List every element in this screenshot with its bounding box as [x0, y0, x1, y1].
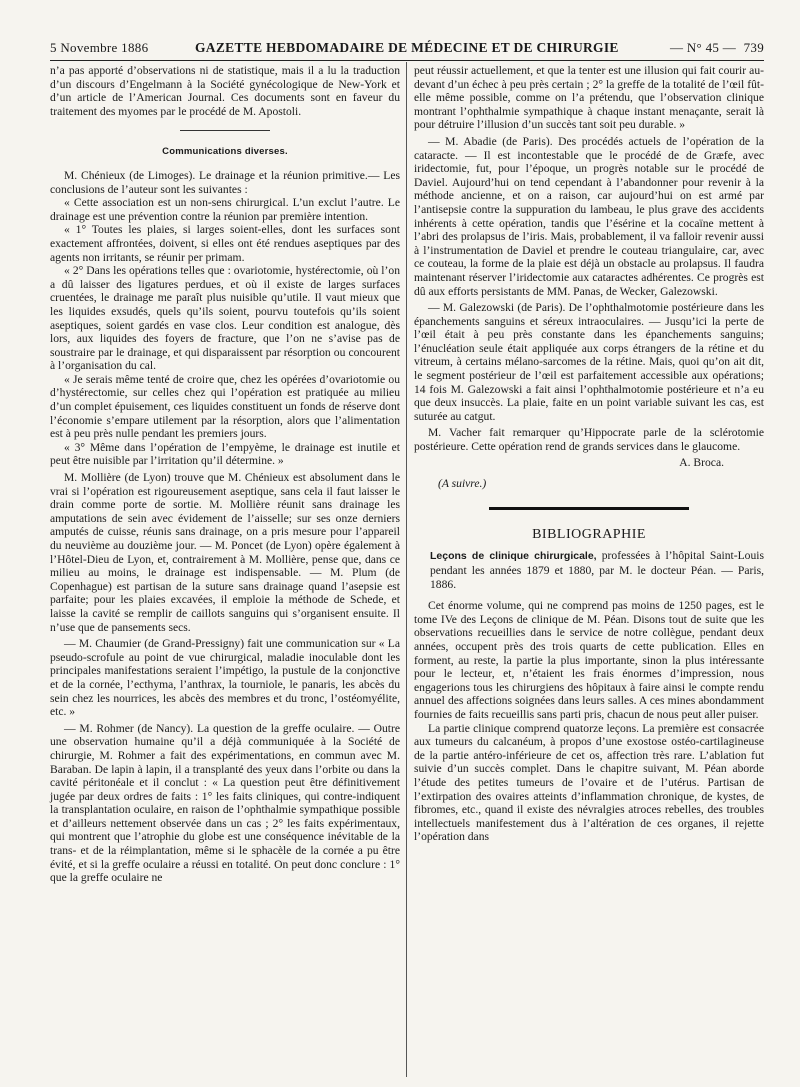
paragraph: peut réussir actuellement, et que la tenter est une illusion qui fait courir au-devant d’un échec à peu près certain ; 2° la greffe de la totalité de l’œil fût-elle même possible, comme on l’a prétendu, que l’observation clinique montrant l’ophthalmie sympathique à chaque instant menaçante, serait là pour détruire l’illusion d’un succès tant soit peu durable. » — [414, 64, 764, 132]
paragraph: Cet énorme volume, qui ne comprend pas moins de 1250 pages, est le tome IVe des Leçons de clinique de M. Péan. Disons tout de suite que les observations recueillies dans le service de notre collègue, pendant deux années, occupent près des trois quarts de cette publication. Elles en forment, au reste, la partie la plus importante, sinon la plus intéressante pour le lecteur, et, n’étaient les frais énormes d’impression, nous engagerions tous les chirurgiens des hôpitaux à faire ainsi le compte rendu annuel des affections soignées dans leurs salles. A ces mines abondamment fournies de faits recueillis sans parti pris, chacun de nous peut aller puiser. — [414, 599, 764, 721]
author-signature: A. Broca. — [679, 455, 724, 469]
paragraph: — M. Galezowski (de Paris). De l’ophthalmotomie postérieure dans les épanchements sanguins et séreux intraoculaires. — Jusqu’ici la perte de l’œil était à peu près constante dans les épanchements sanguins; l’énucléation seule était appliquée aux corps étrangers de la rétine et du vitreum, à certains mélano-sarcomes de la rétine. Mais, quoi qu’on ait dit, le segment postérieur de l’œil est parfaitement accessible aux opérations; 14 fois M. Galezowski a fait ainsi l’ophthalmotomie postérieure et n’a eu que deux insuccès. La plaie, faite en un point variable suivant les cas, est suturée au catgut. — [414, 301, 764, 423]
book-details: professées à l’hôpital Saint-Louis pendant les années 1879 et 1880, par M. le docteur Péan. — Paris, 1886. — [430, 549, 764, 591]
paragraph: n’a pas apporté d’observations ni de statistique, mais il a lu la traduction d’un discours d’Engelmann à la Société gynécologique de New-York et d’un article de l’American Journal. Ces documents sont en faveur du traitement des myomes par le procédé de M. Apostoli. — [50, 64, 400, 118]
column-divider — [406, 62, 407, 1077]
paragraph: — M. Rohmer (de Nancy). La question de la greffe oculaire. — Outre une observation humaine qu’il a déjà communiquée à la Société de chirurgie, M. Rohmer a fait des expérimentations, en commun avec M. Baraban. De lapin à lapin, il a transplanté des yeux dans l’orbite ou dans la cavité péritonéale et il conclut : « La question peut être définitivement jugée par deux ordres de faits : 1° les faits cliniques, qui contre-indiquent la transplantation oculaire, en raison de l’ophthalmie sympathique possible et d’ailleurs nettement observée dans un cas ; 2° les faits expérimentaux, qui montrent que l’atrophie du globe est une conséquence inévitable de la trans- et de la réimplantation, même si le sphacèle de la cornée a pu être évité, et si la greffe oculaire a réussi en totalité. On peut donc conclure : 1° que la greffe oculaire ne — [50, 721, 400, 885]
paragraph: « 3° Même dans l’opération de l’empyème, le drainage est inutile et peut être nuisible par l’irritation qu’il détermine. » — [50, 440, 400, 468]
book-title: Leçons de clinique chirurgicale, — [430, 550, 597, 563]
page-header — [50, 40, 764, 58]
paragraph: « Je serais même tenté de croire que, chez les opérées d’ovariotomie ou d’hystérectomie, sur celles chez qui l’opération est pratiquée au milieu d’un complet épuisement, ces liquides constituent un fonds de réserve dont l’économie s’empare utilement par la résorption, alors que l’alimentation est à peu près nulle pendant les premiers jours. — [50, 372, 400, 441]
issue-date: 5 Novembre 1886 — [50, 40, 149, 55]
paragraph: — M. Chaumier (de Grand-Pressigny) fait une communication sur « La pseudo-scrofule au point de vue chirurgical, maladie inoculable dont les principales manifestations seraient l’impétigo, la pustule de la conjonctive et de la cornée, l’ecthyma, l’anthrax, la tourniole, le panaris, les abcès du sein chez les nourrices, les abcès des membres et du tronc, l’ostéomyélite, etc. » — [50, 637, 400, 719]
paragraph: « 2° Dans les opérations telles que : ovariotomie, hystérectomie, où l’on a dû laisser des ligatures perdues, et où il existe de larges surfaces cruentées, le drainage me paraît plus nuisible qu’utile. Il vaut mieux que les liquides exsudés, quels qu’ils soient, pourvu toutefois qu’ils soient aseptiques, soient gardés en vase clos. Leur condition est analogue, dès lors, aux liquides des foyers de fracture, que l’on ne s’avise pas de soustraire par le drainage, et qui disparaissent par résorption ou concourent à l’organisation du cal. — [50, 264, 400, 373]
paragraph: M. Vacher fait remarquer qu’Hippocrate parle de la sclérotomie postérieure. Cette opération rend de grands services dans le glaucome. — [414, 426, 764, 454]
issue-number: — N° 45 — — [670, 40, 737, 55]
book-reference — [414, 549, 764, 591]
right-column — [414, 64, 764, 844]
section-rule — [180, 130, 270, 131]
section-heading: Communications diverses. — [162, 146, 288, 158]
paragraph: La partie clinique comprend quatorze leçons. La première est consacrée aux tumeurs du calcanéum, à propos d’une exostose ostéo-cartilagineuse de la partie antéro-inférieure de cet os, affection très rare. L’ablation fut suivie d’un succès complet. Dans le chapitre suivant, M. Péan aborde l’étude des petites tumeurs de l’ovaire et de l’utérus. Partisan de l’extirpation des ovaires atteints d’inflammation chronique, de kystes, de fibromes, etc., quand il existe des névralgies atroces rebelles, des troubles intellectuels manifestement dus à l’altération de ces organes, il rejette l’opération dans — [414, 721, 764, 844]
section-rule — [489, 507, 689, 510]
bibliography-heading: BIBLIOGRAPHIE — [532, 526, 646, 542]
paragraph: « 1° Toutes les plaies, si larges soient-elles, dont les surfaces sont exactement affrontées, doivent, si elles ont été rendues aseptiques par des agents non irritants, se réunir per primam. — [50, 223, 400, 264]
header-rule — [50, 60, 764, 61]
paragraph: — M. Abadie (de Paris). Des procédés actuels de l’opération de la cataracte. — Il est incontestable que le procédé de de Græfe, avec iridectomie, fut, pour l’époque, un progrès notable sur le procédé de Daviel. Aujourd’hui on tend cependant à l’abandonner pour revenir à la méthode ancienne, et on a raison, car aujourd’hui on est armé par l’antisepsie contre la suppuration du lambeau, le plus grave des accidents inhérents à cette opération, tandis que l’ésérine et la cocaïne mettent à l’abri des prolapsus de l’iris. Mais, probablement, il va falloir revenir aussi à l’instrumentation de Daviel et prendre le couteau triangulaire, car, avec ce couteau, la forme de la plaie est déjà un obstacle au prolapsus. Il faudra maintenant réserver l’iridectomie aux cataractes adhérentes. Ce progrès est dû aux efforts persistants de MM. Panas, de Wecker, Galezowski. — [414, 134, 764, 298]
paragraph: « Cette association est un non-sens chirurgical. L’un exclut l’autre. Le drainage est une prévention contre la réunion par première intention. — [50, 196, 400, 223]
page-number: 739 — [743, 40, 764, 55]
continued-note: (A suivre.) — [438, 477, 487, 491]
paragraph: M. Mollière (de Lyon) trouve que M. Chénieux est absolument dans le vrai si l’opération est rigoureusement aseptique, sans cela il faut laisser le drain comme porte de sortie. M. Mollière réunit sans drainage les amputations de sein avec évidement de l’aisselle; sur ses onze derniers amputés de cuisse, réunis sans drainage, on a pris mesure pour l’appareil du neuvième au douzième jour. — M. Poncet (de Lyon) opère également à l’Hôtel-Dieu de Lyon, et, contrairement à M. Mollière, pense que, dans ce milieu au moins, le drainage est indispensable. — M. Plum (de Copenhague) est partisan de la suture sans drainage quand l’asepsie est parfaite; pour les plaies excavées, il emploie la méthode de Schede, et laisse la cavité se remplir de caillots sanguins qui s’organisent ensuite. Il n’use que de pansements secs. — [50, 471, 400, 634]
left-column — [50, 64, 400, 885]
paragraph: M. Chénieux (de Limoges). Le drainage et la réunion primitive.— Les conclusions de l’auteur sont les suivantes : — [50, 168, 400, 196]
journal-title: GAZETTE HEBDOMADAIRE DE MÉDECINE ET DE CHIRURGIE — [195, 40, 619, 55]
